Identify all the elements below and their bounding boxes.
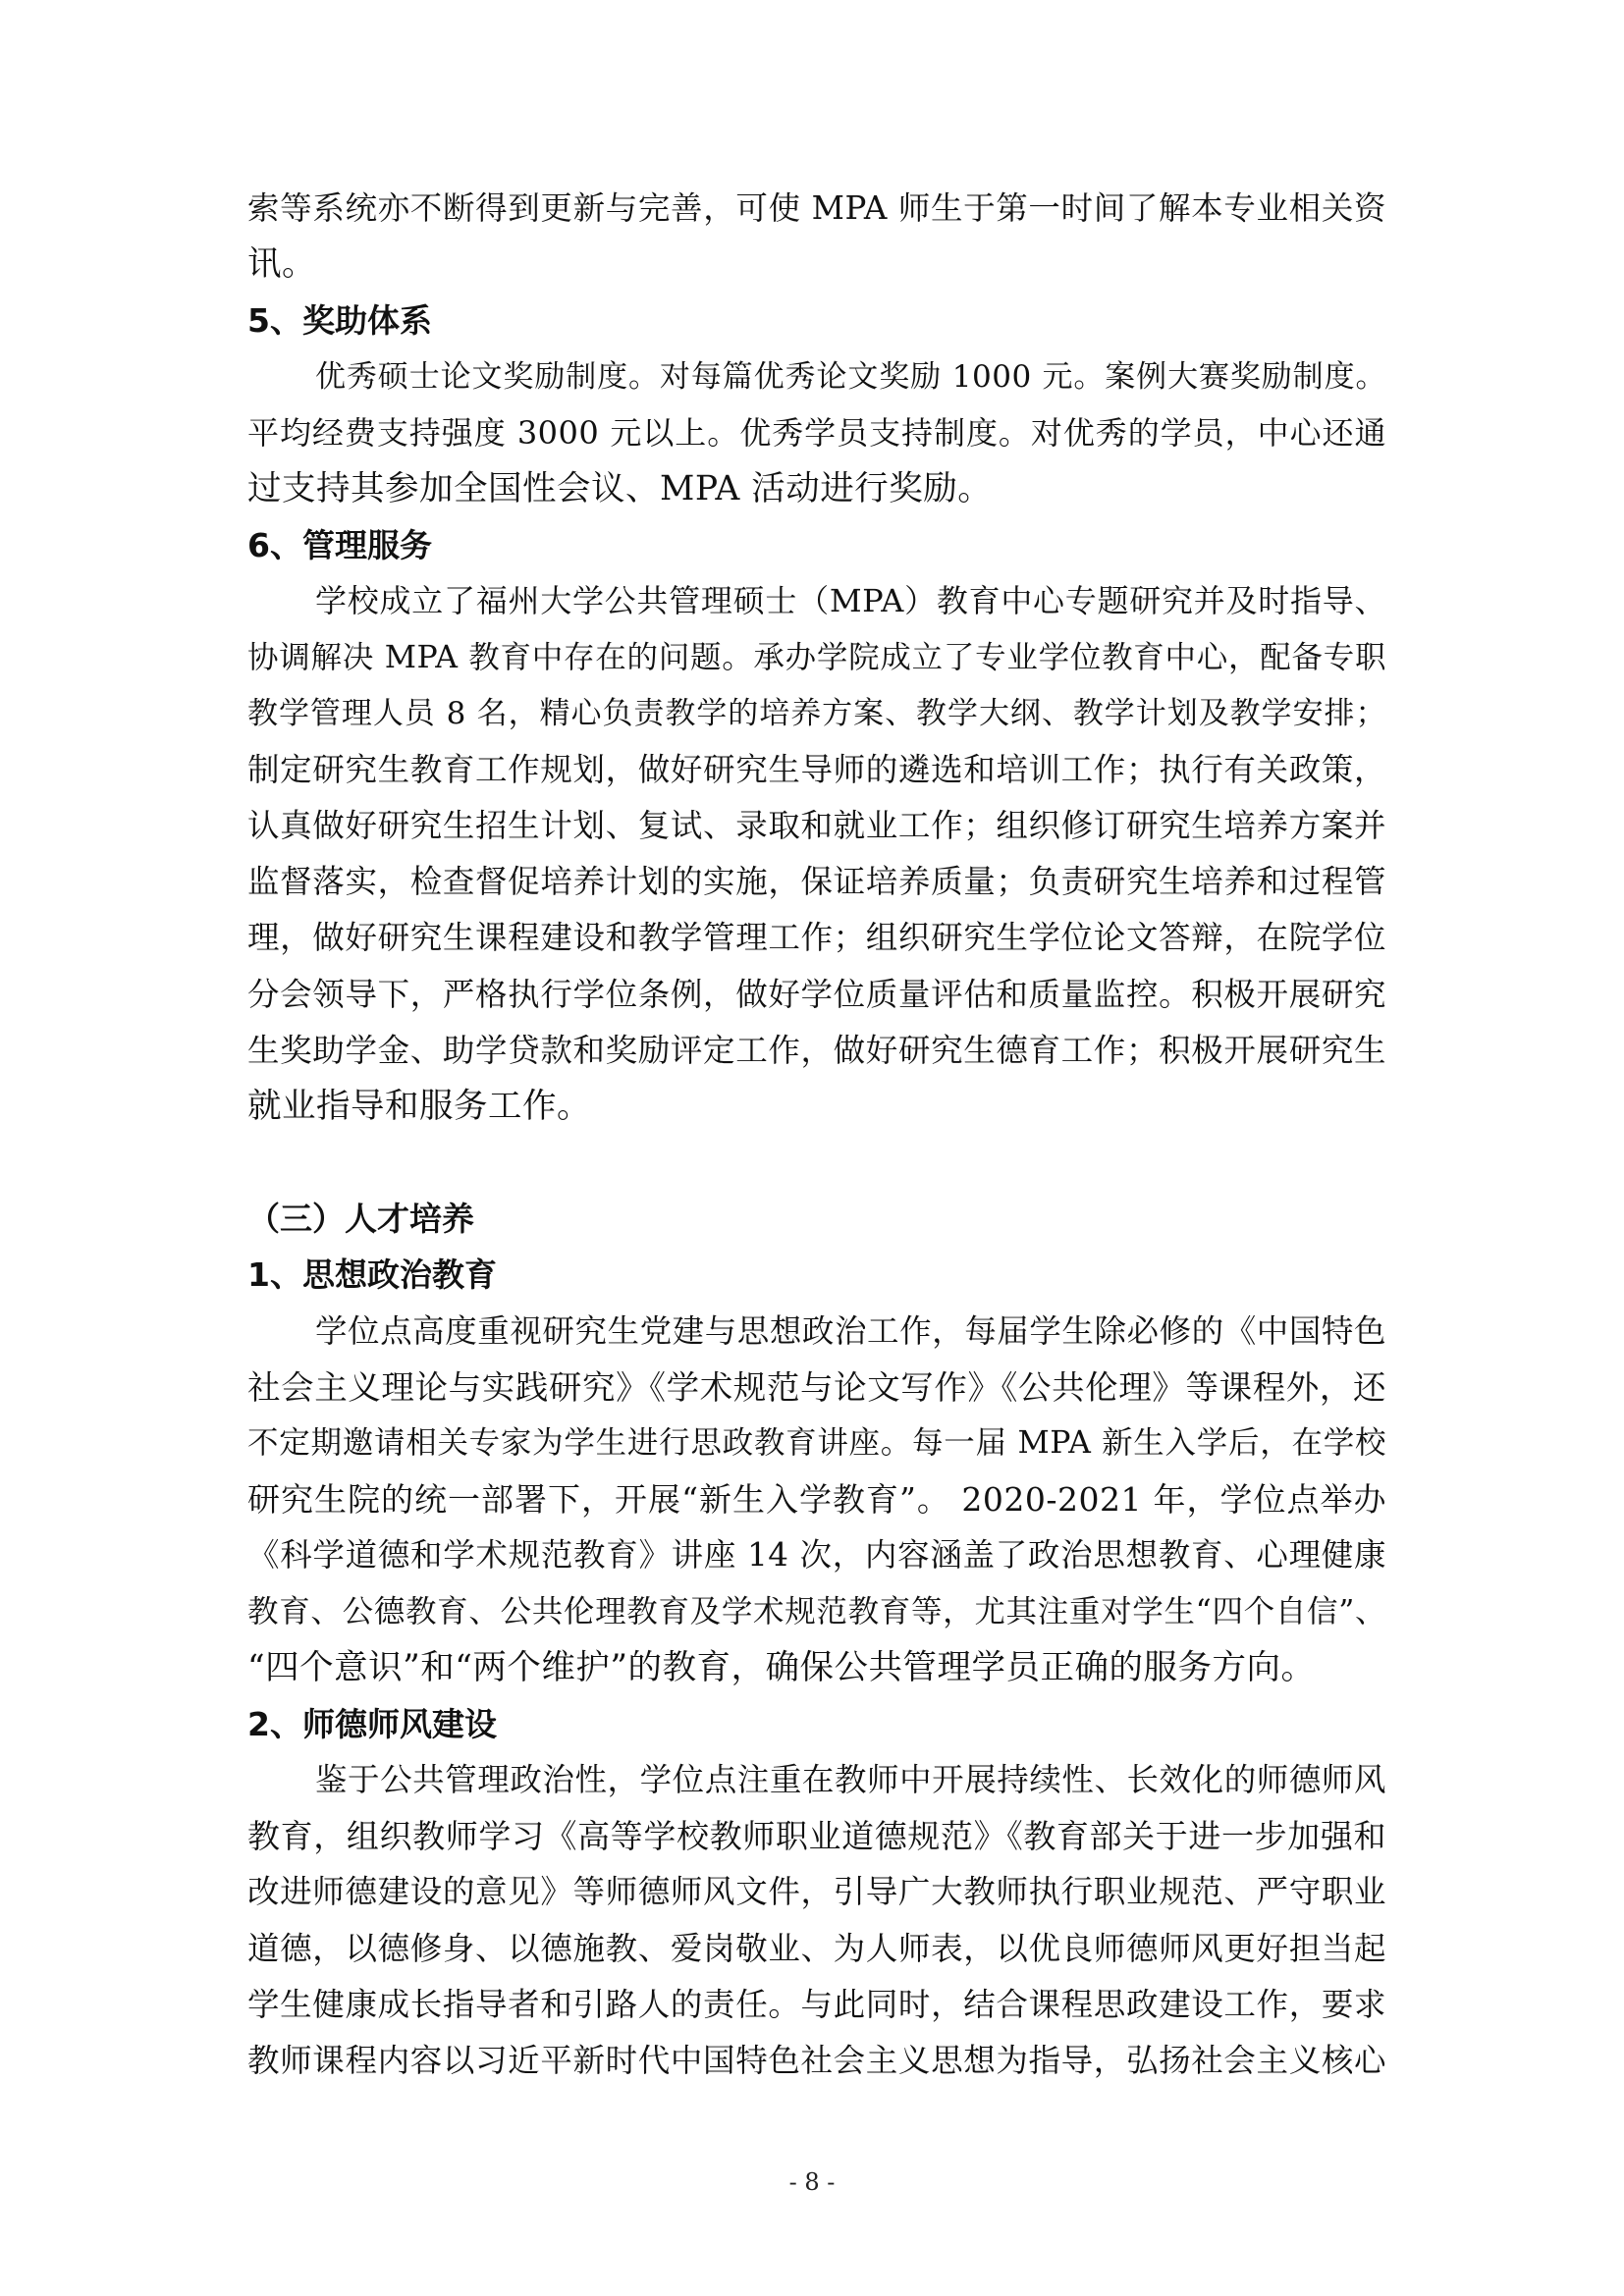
- text-line: 社会主义理论与实践研究》《学术规范与论文写作》《公共伦理》等课程外，还: [247, 1367, 1386, 1407]
- subheading-ideological-education: 1、思想政治教育: [247, 1255, 497, 1295]
- text-line: 研究生院的统一部署下，开展“新生入学教育”。 2020-2021 年，学位点举办: [247, 1480, 1386, 1520]
- text-line: 生奖助学金、助学贷款和奖励评定工作，做好研究生德育工作；积极开展研究生: [247, 1031, 1386, 1069]
- text-line: 监督落实，检查督促培养计划的实施，保证培养质量；负责研究生培养和过程管: [247, 863, 1386, 901]
- text-line: 认真做好研究生招生计划、复试、录取和就业工作；组织修订研究生培养方案并: [247, 807, 1386, 845]
- text-line: 教育、公德教育、公共伦理教育及学术规范教育等，尤其注重对学生“四个自信”、: [247, 1593, 1386, 1629]
- text-line: 《科学道德和学术规范教育》讲座 14 次，内容涵盖了政治思想教育、心理健康: [247, 1536, 1386, 1575]
- text-line: 优秀硕士论文奖励制度。对每篇优秀论文奖励 1000 元。案例大赛奖励制度。: [315, 358, 1386, 395]
- text-line: 改进师德建设的意见》等师德师风文件，引导广大教师执行职业规范、严守职业: [247, 1873, 1386, 1911]
- text-line: 教学管理人员 8 名，精心负责教学的培养方案、教学大纲、教学计划及教学安排；: [247, 695, 1386, 731]
- text-line: 协调解决 MPA 教育中存在的问题。承办学院成立了专业学位教育中心，配备专职: [247, 639, 1386, 675]
- text-line: 讯。: [247, 244, 316, 285]
- text-line: 教育，组织教师学习《高等学校教师职业道德规范》《教育部关于进一步加强和: [247, 1817, 1386, 1856]
- text-line: 学校成立了福州大学公共管理硕士（MPA）教育中心专题研究并及时指导、: [315, 582, 1386, 620]
- subheading-teacher-ethics: 2、师德师风建设: [247, 1704, 497, 1743]
- text-line: 教师课程内容以习近平新时代中国特色社会主义思想为指导，弘扬社会主义核心: [247, 2042, 1386, 2079]
- text-line: 理，做好研究生课程建设和教学管理工作；组织研究生学位论文答辩，在院学位: [247, 919, 1386, 957]
- text-line: 道德，以德修身、以德施教、爱岗敬业、为人师表，以优良师德师风更好担当起: [247, 1929, 1386, 1967]
- document-page: [247, 181, 1386, 2089]
- text-line: “四个意识”和“两个维护”的教育，确保公共管理学员正确的服务方向。: [247, 1647, 1316, 1687]
- page-number: - 8 -: [788, 2168, 836, 2196]
- text-line: 过支持其参加全国性会议、MPA 活动进行奖励。: [247, 468, 993, 508]
- subheading-reward-system: 5、奖助体系: [247, 301, 432, 341]
- text-line: 索等系统亦不断得到更新与完善，可使 MPA 师生于第一时间了解本专业相关资: [247, 189, 1386, 227]
- text-line: 制定研究生教育工作规划，做好研究生导师的遴选和培训工作；执行有关政策，: [247, 750, 1386, 788]
- section-heading-talent-cultivation: （三）人才培养: [247, 1200, 474, 1239]
- text-line: 不定期邀请相关专家为学生进行思政教育讲座。每一届 MPA 新生入学后，在学校: [247, 1424, 1386, 1461]
- text-line: 就业指导和服务工作。: [247, 1087, 591, 1126]
- text-line: 学位点高度重视研究生党建与思想政治工作，每届学生除必修的《中国特色: [315, 1311, 1386, 1350]
- text-line: 分会领导下，严格执行学位条例，做好学位质量评估和质量监控。积极开展研究: [247, 975, 1386, 1013]
- subheading-management-service: 6、管理服务: [247, 526, 432, 565]
- text-line: 学生健康成长指导者和引路人的责任。与此同时，结合课程思政建设工作，要求: [247, 1985, 1386, 2023]
- text-line: 鉴于公共管理政治性，学位点注重在教师中开展持续性、长效化的师德师风: [315, 1761, 1386, 1799]
- text-line: 平均经费支持强度 3000 元以上。优秀学员支持制度。对优秀的学员，中心还通: [247, 413, 1386, 452]
